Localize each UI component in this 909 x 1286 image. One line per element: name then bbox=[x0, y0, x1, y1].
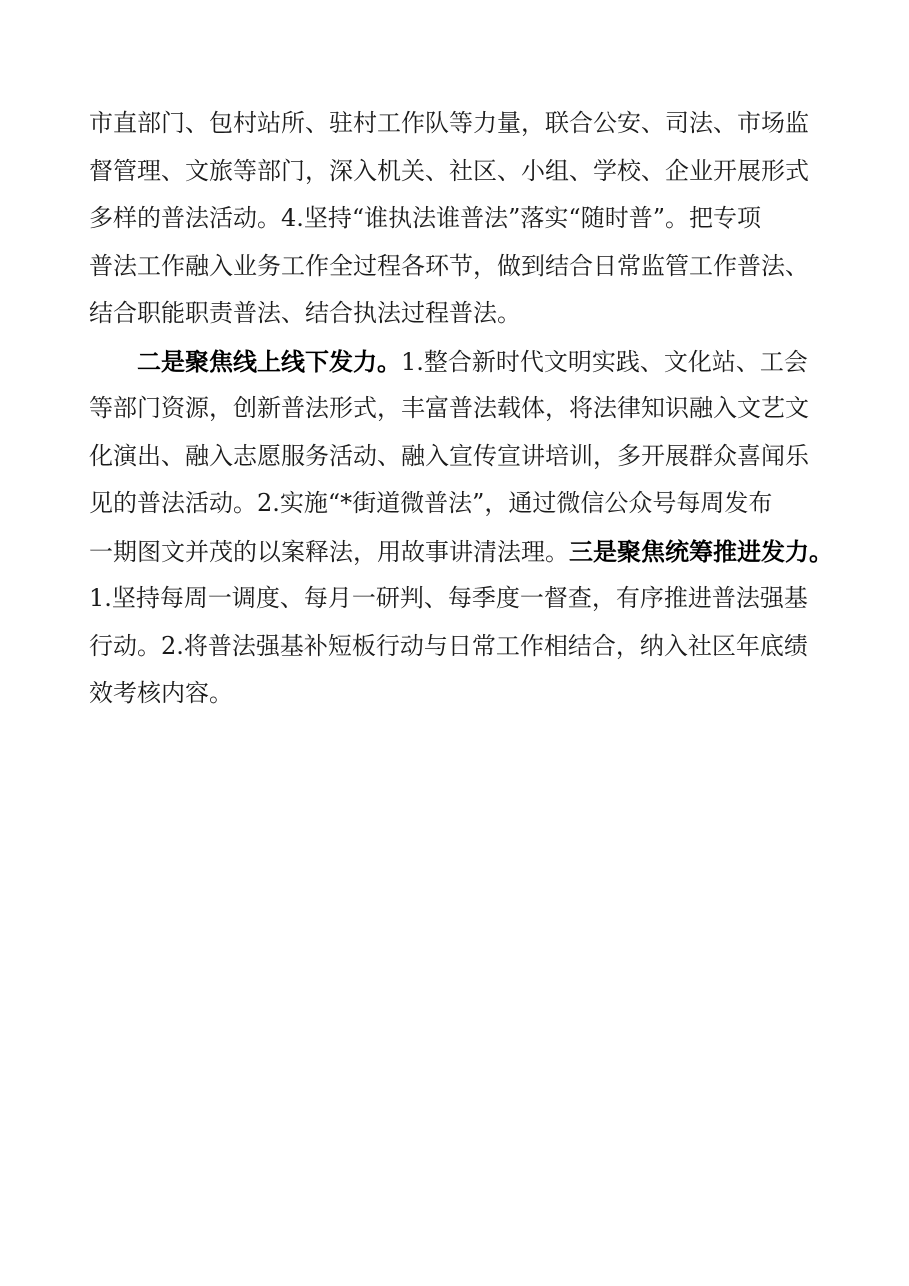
text-run: 1.整合新时代文明实践、文化站、工会 bbox=[401, 347, 808, 376]
text-line: 效考核内容。 bbox=[89, 679, 233, 707]
text-line: 1.坚持每周一调度、每月一研判、每季度一督查，有序推进普法强基 bbox=[89, 584, 808, 612]
text-line bbox=[89, 338, 829, 386]
section-heading-online-offline: 二是聚焦线上线下发力。 bbox=[137, 346, 401, 376]
paragraph-continuation bbox=[89, 100, 829, 338]
text-line: 结合职能职责普法、结合执法过程普法。 bbox=[89, 299, 521, 327]
text-run: 一期图文并茂的以案释法，用故事讲清法理。 bbox=[89, 537, 569, 566]
text-line: 见的普法活动。2.实施“*街道微普法”，通过微信公众号每周发布 bbox=[89, 489, 773, 517]
text-line bbox=[89, 528, 833, 576]
section-heading-coordination: 三是聚焦统筹推进发力。 bbox=[569, 536, 833, 566]
text-line: 多样的普法活动。4.坚持“谁执法谁普法”落实“随时普”。把专项 bbox=[89, 204, 761, 232]
text-line: 督管理、文旅等部门，深入机关、社区、小组、学校、企业开展形式 bbox=[89, 156, 809, 185]
text-line: 等部门资源，创新普法形式，丰富普法载体，将法律知识融入文艺文 bbox=[89, 394, 809, 422]
text-line: 普法工作融入业务工作全过程各环节，做到结合日常监管工作普法、 bbox=[89, 251, 809, 280]
document-body bbox=[89, 100, 833, 718]
text-line: 市直部门、包村站所、驻村工作队等力量，联合公安、司法、市场监 bbox=[89, 109, 809, 137]
text-line: 行动。2.将普法强基补短板行动与日常工作相结合，纳入社区年底绩 bbox=[89, 631, 808, 660]
paragraph-online-offline bbox=[89, 338, 833, 718]
text-line: 化演出、融入志愿服务活动、融入宣传宣讲培训，多开展群众喜闻乐 bbox=[89, 441, 809, 470]
